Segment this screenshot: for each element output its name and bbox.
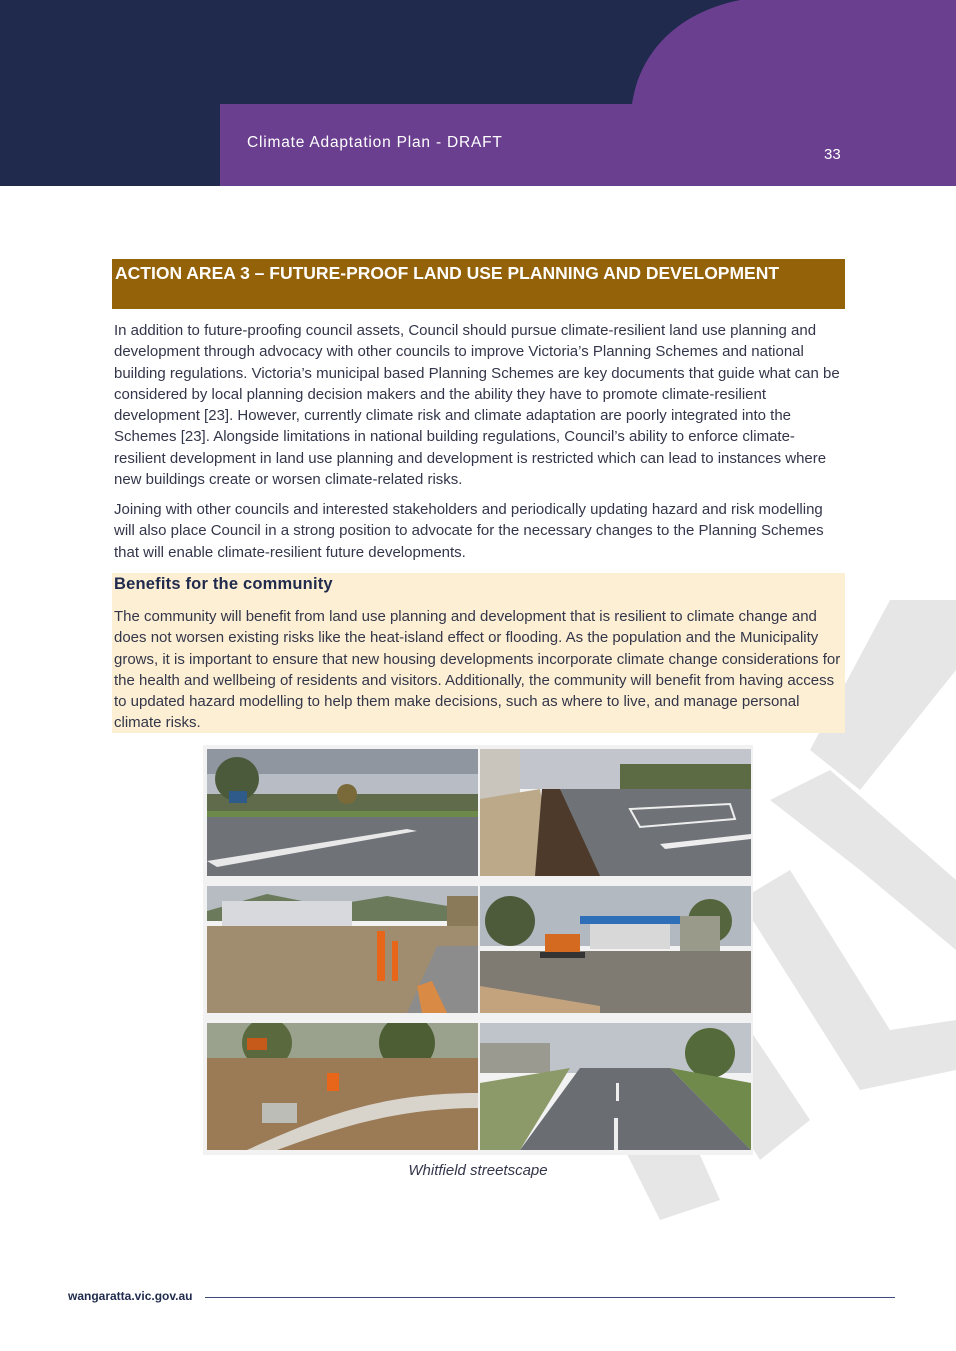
benefits-text: The community will benefit from land use planning and development that is resilient to climate change and does not worsen existing risks like the heat-island effect or flooding. As the population and the Municipality grows, it is important to ensure that new housing developments incorporate climate change considerations for the health and wellbeing of residents and visitors. Additionally, the community will benefit from having access to updated hazard modelling to help them make decisions, such as where to live, and manage personal climate risks. <box>114 608 841 732</box>
header-shapes <box>0 0 956 186</box>
figure-caption: Whitfield streetscape <box>408 1162 548 1179</box>
photo-service-station <box>480 886 751 1013</box>
photo-finished-street <box>480 1023 751 1150</box>
benefits-box <box>112 573 845 733</box>
footer-divider <box>205 1297 895 1298</box>
body-paragraph: In addition to future-proofing council assets, Council should pursue climate-resilient land use planning and development through advocacy with other councils to improve Victoria’s Planning Schemes and national building regulations. Victoria’s municipal based Planning Schemes are key documents that guide what can be considered by local planning decision makers and the ability they have to promote climate-resilient development [23]. However, currently climate risk and climate adaptation are poorly integrated into the Schemes [23]. Alongside limitations in national building regulations, Council’s ability to enforce climate-resilient development in land use planning and development is restricted which can lead to instances where new buildings create or worsen climate-related risks. <box>114 322 840 489</box>
header-banner <box>0 0 956 186</box>
benefits-heading: Benefits for the community <box>114 575 333 593</box>
photo-kerb-works <box>207 1023 478 1150</box>
streetscape-photo-grid <box>203 745 753 1155</box>
photo-road-intersection <box>207 749 478 876</box>
section-heading: ACTION AREA 3 – FUTURE-PROOF LAND USE PLANNING AND DEVELOPMENT <box>112 259 845 309</box>
photo-footpath-road <box>480 749 751 876</box>
body-paragraph: Joining with other councils and interested stakeholders and periodically updating hazard and risk modelling will also place Council in a strong position to advocate for the necessary changes to the Planning Schemes that will enable climate-resilient future developments. <box>114 501 824 561</box>
photo-construction-site <box>207 886 478 1013</box>
footer-url[interactable]: wangaratta.vic.gov.au <box>68 1289 193 1303</box>
document-title: Climate Adaptation Plan - DRAFT <box>247 134 503 151</box>
page-number: 33 <box>824 146 841 163</box>
